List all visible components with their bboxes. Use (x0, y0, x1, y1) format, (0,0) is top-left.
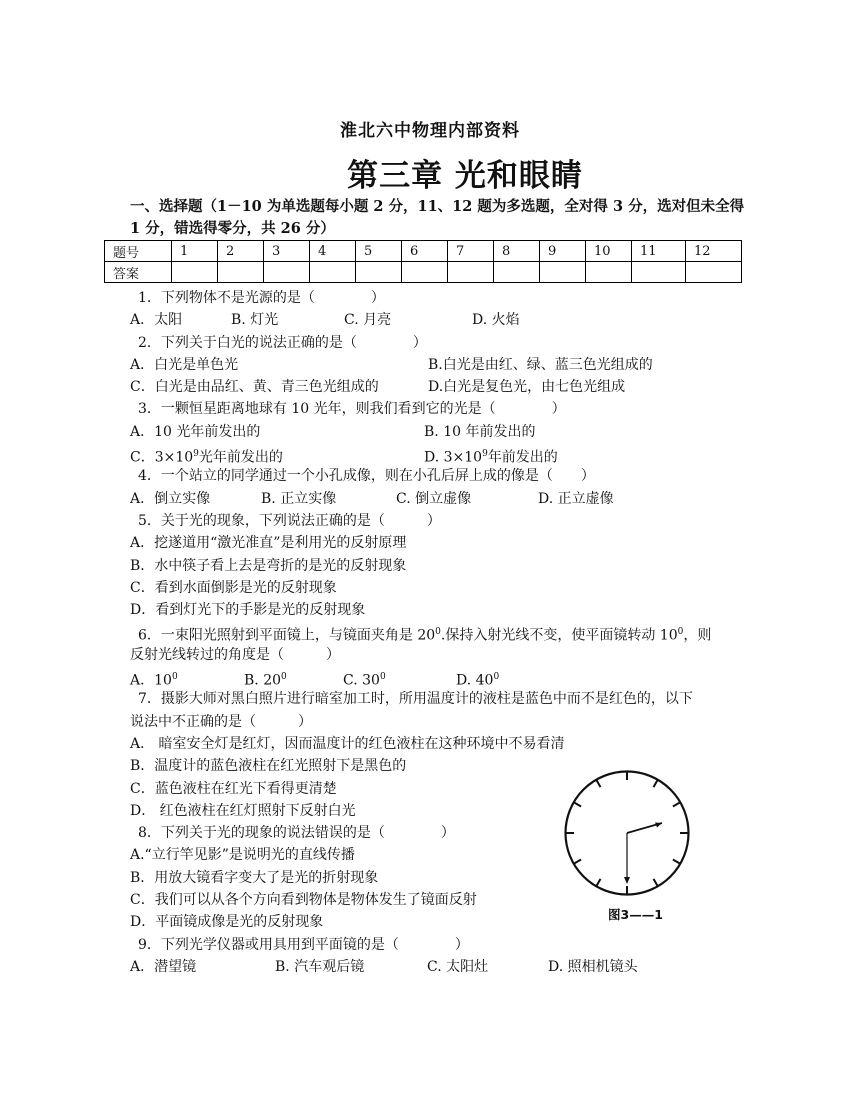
q7-option-b: B．温度计的蓝色液柱在红光照射下是黑色的 (130, 758, 407, 775)
q7-option-d: D． 红色液柱在红灯照射下反射白光 (130, 802, 356, 819)
q6-c-text: C. 30 (343, 672, 380, 689)
cell-number-4: 4 (310, 241, 356, 262)
cell-number-5: 5 (356, 241, 402, 262)
q5-option-b: B．水中筷子看上去是弯折的是光的反射现象 (130, 557, 407, 574)
answer-cell-12[interactable] (686, 262, 742, 283)
number-row (105, 241, 742, 262)
q3-d-exponent: 9 (482, 449, 488, 460)
q6-degree-2: 0 (677, 627, 684, 638)
q6-stem-part1: 6．一束阳光照射到平面镜上，与镜面夹角是 20 (138, 628, 436, 645)
answer-cell-7[interactable] (448, 262, 494, 283)
q6-b-degree: 0 (281, 672, 287, 683)
q1-option-a: A．太阳 (130, 312, 183, 329)
q7-option-a: A． 暗室安全灯是红灯，因而温度计的红色液柱在这种环境中不易看清 (130, 735, 565, 752)
q2-option-d: D.白光是复色光，由七色光组成 (428, 379, 626, 396)
q3-options-row1 (130, 421, 750, 443)
q3-c-exponent: 9 (193, 449, 199, 460)
q9-stem: 9．下列光学仪器或用具用到平面镜的是（ ） (138, 936, 469, 953)
row-label-number: 题号 (105, 241, 172, 262)
q1-option-c: C. 月亮 (344, 312, 392, 329)
q8-option-d: D．平面镜成像是光的反射现象 (130, 914, 324, 931)
q8-option-b: B．用放大镜看字变大了是光的折射现象 (130, 869, 379, 886)
answer-cell-9[interactable] (540, 262, 586, 283)
cell-number-3: 3 (264, 241, 310, 262)
q7-option-c: C．蓝色液柱在红光下看得更清楚 (130, 780, 337, 797)
q4-option-d: D. 正立虚像 (538, 490, 614, 507)
cell-number-6: 6 (402, 241, 448, 262)
q4-stem: 4．一个站立的同学通过一个小孔成像，则在小孔后屏上成的像是（ ） (138, 468, 595, 485)
answer-cell-11[interactable] (632, 262, 686, 283)
q9-option-b: B. 汽车观后镜 (275, 958, 365, 975)
q7-stem-line2: 说法中不正确的是（ ） (130, 713, 312, 730)
answer-table (104, 240, 742, 283)
clock-tick (654, 879, 658, 886)
q1-option-d: D. 火焰 (472, 312, 520, 329)
q2-option-c: C．白光是由品红、黄、青三色光组成的 (130, 379, 379, 396)
answer-cell-1[interactable] (172, 262, 218, 283)
answer-cell-5[interactable] (356, 262, 402, 283)
figure-caption: 图3——1 (608, 907, 663, 922)
q3-c-base: C．3×10 (130, 449, 194, 466)
q3-options-row2 (130, 443, 750, 465)
clock-tick (597, 879, 601, 886)
q6-stem-part3: ，则 (683, 628, 712, 645)
clock-figure (562, 768, 692, 898)
q6-b-text: B. 20 (244, 672, 282, 689)
cell-number-10: 10 (586, 241, 632, 262)
q3-option-b: B. 10 年前发出的 (424, 423, 536, 440)
answer-cell-4[interactable] (310, 262, 356, 283)
minute-hand-arrow (624, 877, 630, 884)
q4-option-c: C. 倒立虚像 (396, 490, 472, 507)
q2-options-row2 (130, 376, 750, 398)
q6-stem-line2: 反射光线转过的角度是（ ） (130, 646, 340, 663)
q4-options (130, 488, 750, 510)
q1-options (130, 309, 750, 331)
hour-hand-arrow (655, 823, 662, 828)
q3-c-rest: 光年前发出的 (198, 449, 283, 466)
clock-tick (673, 803, 680, 807)
q5-option-d: D．看到灯光下的手影是光的反射现象 (130, 602, 366, 619)
q1-option-b: B. 灯光 (231, 312, 279, 329)
clock-tick (673, 860, 680, 864)
q4-option-a: A．倒立实像 (130, 490, 211, 507)
q5-stem: 5．关于光的现象，下列说法正确的是（ ） (138, 512, 441, 529)
q2-option-a: A．白光是单色光 (130, 356, 239, 373)
q3-d-base: D. 3×10 (424, 449, 483, 466)
q6-a-degree: 0 (171, 672, 178, 683)
q6-d-text: D. 40 (456, 672, 494, 689)
answer-cell-2[interactable] (218, 262, 264, 283)
q3-stem: 3．一颗恒星距离地球有 10 光年，则我们看到它的光是（ ） (138, 401, 566, 418)
q4-option-b: B. 正立实像 (261, 490, 337, 507)
q6-stem-part2: .保持入射光线不变，使平面镜转动 10 (440, 628, 678, 645)
clock-tick (574, 803, 581, 807)
q3-option-a: A．10 光年前发出的 (130, 423, 261, 440)
q8-stem: 8．下列关于光的现象的说法错误的是（ ） (138, 825, 455, 842)
answer-cell-10[interactable] (586, 262, 632, 283)
answer-row (105, 262, 742, 283)
q6-d-degree: 0 (493, 672, 500, 683)
clock-tick (654, 780, 658, 787)
cell-number-9: 9 (540, 241, 586, 262)
q9-option-a: A．潜望镜 (130, 958, 197, 975)
cell-number-2: 2 (218, 241, 264, 262)
q2-option-b: B.白光是由红、绿、蓝三色光组成的 (428, 356, 653, 373)
q6-degree-1: 0 (435, 627, 441, 638)
q9-option-c: C. 太阳灶 (427, 958, 489, 975)
answer-cell-6[interactable] (402, 262, 448, 283)
cell-number-8: 8 (494, 241, 540, 262)
section-heading: 一、选择题（1－10 为单选题每小题 2 分，11、12 题为多选题，全对得 3 分，选对但未全得 1 分，错选得零分，共 26 分） (130, 198, 745, 237)
q1-stem: 1．下列物体不是光源的是（ ） (138, 290, 385, 306)
clock-tick (597, 780, 601, 787)
q6-options (130, 666, 750, 688)
q5-option-a: A．挖遂道用“激光准直”是利用光的反射原理 (130, 535, 407, 552)
cell-number-11: 11 (632, 241, 686, 262)
chapter-title: 第三章 光和眼睛 (347, 158, 583, 194)
q6-c-degree: 0 (379, 672, 386, 683)
row-label-answer: 答案 (105, 262, 172, 283)
answer-cell-8[interactable] (494, 262, 540, 283)
cell-number-12: 12 (686, 241, 742, 262)
answer-cell-3[interactable] (264, 262, 310, 283)
q8-option-c: C．我们可以从各个方向看到物体是物体发生了镜面反射 (130, 892, 477, 909)
cell-number-7: 7 (448, 241, 494, 262)
q6-a-text: A．10 (130, 672, 172, 689)
q2-options-row1 (130, 354, 750, 376)
cell-number-1: 1 (172, 241, 218, 262)
q6-stem-line1 (130, 621, 750, 643)
school-subtitle: 淮北六中物理内部资料 (340, 121, 520, 141)
q3-d-rest: 年前发出的 (487, 449, 558, 466)
q9-options (130, 956, 750, 978)
q2-stem: 2．下列关于白光的说法正确的是（ ） (138, 334, 427, 351)
q9-option-d: D. 照相机镜头 (548, 958, 638, 975)
q8-option-a: A.“立行竿见影”是说明光的直线传播 (130, 847, 355, 864)
q5-option-c: C．看到水面倒影是光的反射现象 (130, 579, 337, 596)
q7-stem-line1: 7．摄影大师对黑白照片进行暗室加工时，所用温度计的液柱是蓝色中而不是红色的，以下 (138, 691, 693, 708)
clock-tick (574, 860, 581, 864)
